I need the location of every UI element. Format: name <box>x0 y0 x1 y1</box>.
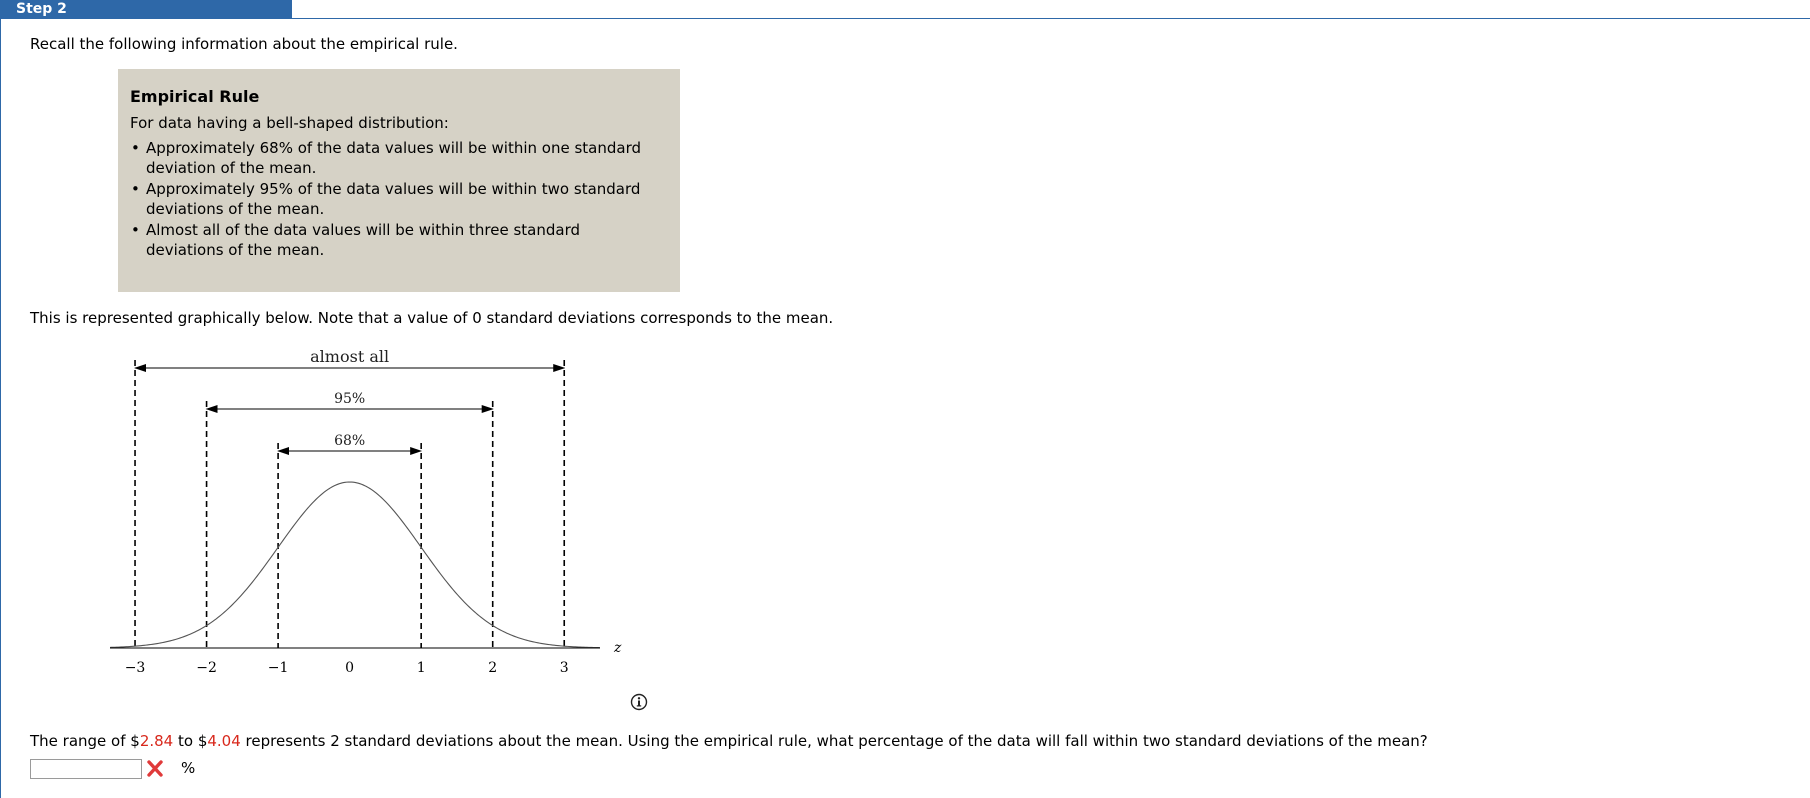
left-border <box>0 19 1 798</box>
interval-label-1: 95% <box>334 391 366 407</box>
incorrect-x-icon <box>145 757 165 779</box>
rule-bullet-almost-all: • Almost all of the data values will be within three standard deviations of the mean. <box>146 220 656 260</box>
tick-label: 3 <box>559 660 569 676</box>
empirical-rule-chart <box>110 350 650 680</box>
question-text <box>30 732 1428 750</box>
tick-label: −3 <box>124 660 146 676</box>
question-post: represents 2 standard deviations about the mean. Using the empirical rule, what percentage of the data will fall within two standard deviations of the mean? <box>240 732 1428 750</box>
graph-note: This is represented graphically below. Note that a value of 0 standard deviations corresponds to the mean. <box>30 309 834 327</box>
bell-curve <box>110 482 600 648</box>
rule-bullet-95: • Approximately 95% of the data values will be within two standard deviations of the mean. <box>146 179 656 219</box>
tick-label: 0 <box>345 660 355 676</box>
step-header: Step 2 <box>0 0 292 19</box>
interval-label-2: 68% <box>334 433 366 449</box>
range-low-value: 2.84 <box>139 732 174 750</box>
header-divider <box>292 18 1810 19</box>
answer-input[interactable] <box>30 759 142 779</box>
question-mid: to $ <box>173 732 208 750</box>
percent-unit: % <box>181 759 196 777</box>
rule-box-lead: For data having a bell-shaped distribution: <box>130 114 449 132</box>
intro-text: Recall the following information about the empirical rule. <box>30 35 458 53</box>
question-pre: The range of $ <box>30 732 140 750</box>
tick-label: −1 <box>267 660 289 676</box>
tick-label: 1 <box>416 660 426 676</box>
empirical-rule-box <box>118 69 680 292</box>
rule-box-title: Empirical Rule <box>130 87 260 106</box>
tick-label: 2 <box>488 660 498 676</box>
rule-list <box>130 138 668 260</box>
rule-bullet-68: • Approximately 68% of the data values will be within one standard deviation of the mean. <box>146 138 656 178</box>
z-axis-label: z <box>614 640 622 656</box>
interval-label-0: almost all <box>310 350 390 366</box>
range-high-value: 4.04 <box>207 732 241 750</box>
info-icon[interactable] <box>630 693 648 711</box>
tick-label: −2 <box>196 660 217 676</box>
